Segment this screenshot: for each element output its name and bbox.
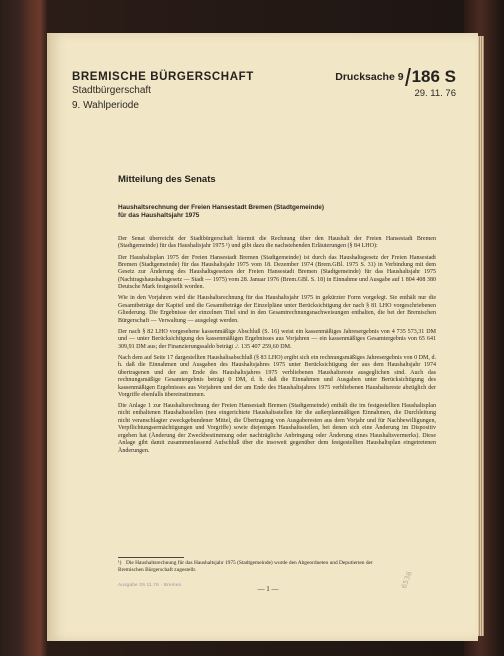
page-number: — 1 — [257, 585, 279, 593]
letterhead [72, 71, 254, 113]
drucksache-label: Drucksache 9 [335, 71, 404, 83]
subject-line: für das Haushaltsjahr 1975 [118, 212, 200, 219]
electoral-period: 9. Wahlperiode [72, 100, 139, 111]
pencil-annotation: 6536 [400, 570, 414, 590]
drucksache-line [335, 67, 456, 87]
parliament-name: BREMISCHE BÜRGERSCHAFT [72, 71, 254, 83]
body-paragraph: Der nach § 82 LHO vorgesehene kassenmäßige Abschluß (S. 16) weist ein kassenmäßiges Jahresergebnis von 4 735 573,31 DM und — unter Berücksichtigung des kassenmäßigen Ergebnisses aus Vorjahren — ein kassenmäßiges Gesamtergebnis von 65 641 309,91 DM aus; der Finanzierungssaldo beträgt ./. 135 407 259,60 DM. [118, 328, 436, 350]
footnote-mark: ¹) [118, 560, 122, 566]
document-reference [335, 67, 456, 99]
body-paragraph: Wie in den Vorjahren wird die Haushaltsrechnung für das Haushaltsjahr 1975 in gekürzter Form vorgelegt. Sie enthält nur die Gesamtbeträge der Kapitel und die Gesamtbeträge der Einzelpläne unter Berücksichtigung der nach § 81 LHO vorgeschriebenen Gliederung. Die Ergebnisse der einzelnen Titel sind in den Gesamtrechnungsnachweisungen enthalten, die bei der Bremischen Bürgerschaft — Verwaltung — ausgelegt werden. [118, 295, 436, 324]
section-title: Mitteilung des Senats [118, 174, 216, 185]
document-page [47, 33, 478, 641]
drucksache-number: 186 S [411, 67, 456, 86]
drucksache-separator [405, 68, 411, 86]
document-subject [118, 204, 378, 220]
document-date: 29. 11. 76 [414, 88, 456, 99]
archive-stamp: Ausgabe 29.11.76 · Bremen [118, 582, 182, 587]
body-paragraph: Der Haushaltsplan 1975 der Freien Hansestadt Bremen (Stadtgemeinde) ist durch das Haushaltsgesetz der Freien Hansestadt Bremen (Stadtgemeinde) für das Haushaltsjahr 1975 vom 18. Dezember 1974 (Brem.GBl. 1975 S. 31) in Verbindung mit dem Gesetz zur Änderung des Haushaltsgesetzes der Freien Hansestadt Bremen (Stadtgemeinde) für das Haushaltsjahr 1975 (Nachtragshaushaltsgesetz — Stadt — 1975) vom 28. Januar 1976 (Brem.GBl. S. 18) in Einnahme und Ausgabe auf 1 804 408 380 Deutsche Mark festgestellt worden. [118, 254, 436, 291]
body-paragraph: Die Anlage 1 zur Haushaltsrechnung der Freien Hansestadt Bremen (Stadtgemeinde) enthält die im festgestellten Haushaltsplan nicht enthaltenen Haushaltsstellen (neu eingerichtete Haushaltsstellen für die außerplanmäßigen Einnahmen, die Durchleitung nicht veranschlagter zweckgebundener Mittel, die Übertragung von Ausgaberesten aus dem Vorjahr und für Nachbewilligungen, Verpflichtungsermächtigungen und Vorgriffe) sowie diejenigen Haushaltsstellen, bei denen sich eine Änderung im Dispositiv ergeben hat (Änderung der Zweckbestimmung oder nachträgliche Anbringung oder Änderung eines Haushaltsvermerks). Diese Anlage gibt damit zusammenfassend Aufschluß über die insoweit gegenüber dem festgestellten Haushaltsplan eingetretenen Änderungen. [118, 403, 436, 454]
document-body [118, 236, 436, 459]
footnote-rule [118, 557, 184, 558]
body-paragraph: Nach dem auf Seite 17 dargestellten Haushaltsabschluß (§ 83 LHO) ergibt sich ein rechnungsmäßiges Jahresergebnis von 0 DM, d. h. daß die Einnahmen und Ausgaben des Haushaltsjahres 1975 unter Berücksichtigung der aus dem Haushaltsjahr 1974 übertragenen und der am Ende des Haushaltsjahres 1975 verbliebenen Haushaltsreste ausgeglichen sind. Auch das rechnungsmäßige Gesamtergebnis beträgt 0 DM, d. h. daß die Einnahmen und Ausgaben unter Berücksichtigung des kassenmäßigen Ergebnisses aus Vorjahren und der am Ende des Haushaltsjahres 1975 verbliebenen Haushaltsreste abzüglich der Vorgriffe ebenfalls übereinstimmen. [118, 354, 436, 398]
body-paragraph: Der Senat überreicht der Stadtbürgerschaft hiermit die Rechnung über den Haushalt der Freien Hansestadt Bremen (Stadtgemeinde) für das Haushaltsjahr 1975 ¹) und gibt dazu die nachstehenden Erläuterungen (§ 84 LHO): [118, 236, 436, 250]
chamber-name: Stadtbürgerschaft [72, 85, 151, 96]
subject-line: Haushaltsrechnung der Freien Hansestadt Bremen (Stadtgemeinde) [118, 204, 324, 211]
footnote-text: Die Haushaltsrechnung für das Haushaltsjahr 1975 (Stadtgemeinde) wurde den Abgeordneten und Deputierten der Bremischen Bürgerschaft zugestellt. [118, 560, 373, 573]
footnote [118, 560, 398, 573]
